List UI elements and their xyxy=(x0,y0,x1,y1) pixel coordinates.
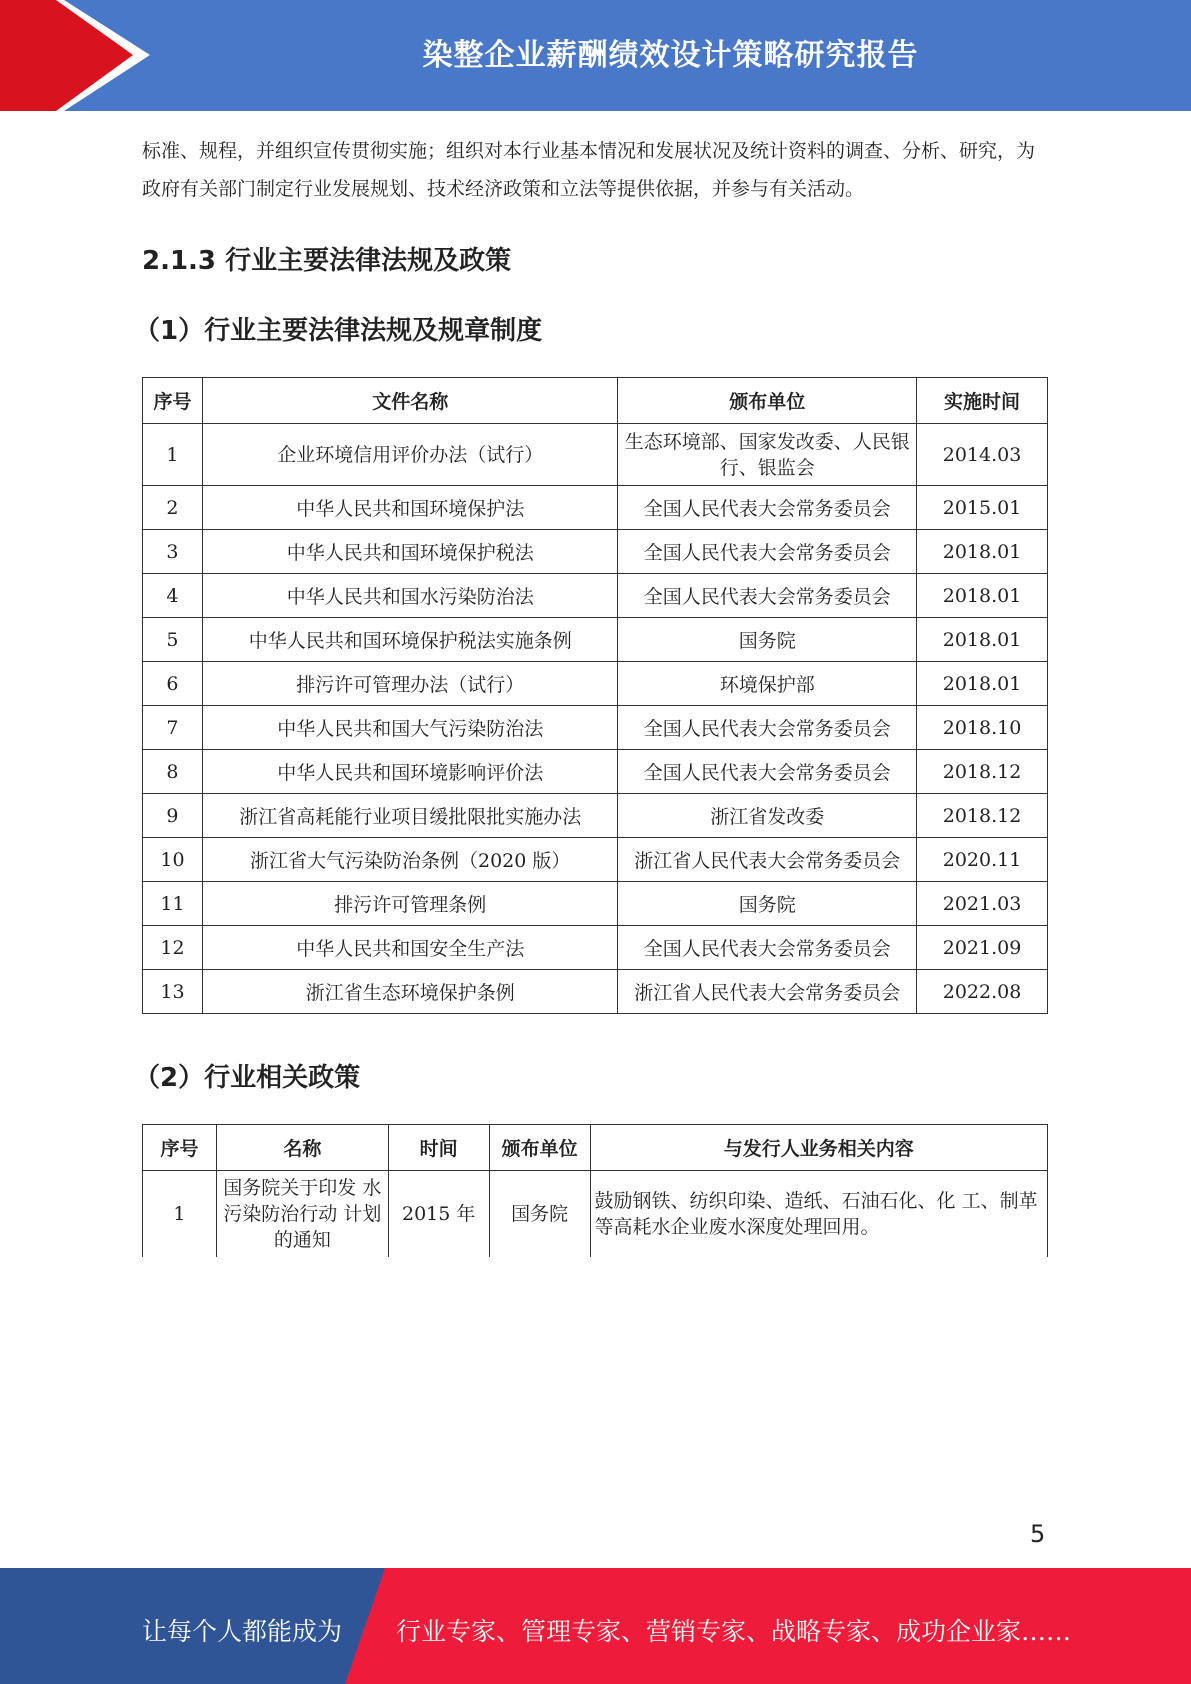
table-row xyxy=(143,486,1048,530)
cell-doc-name: 中华人民共和国环境影响评价法 xyxy=(202,750,617,794)
cell-issuer: 浙江省人民代表大会常务委员会 xyxy=(618,970,917,1014)
cell-issuer: 全国人民代表大会常务委员会 xyxy=(618,926,917,970)
table-row xyxy=(143,970,1048,1014)
laws-table xyxy=(142,377,1048,1014)
table-row xyxy=(143,662,1048,706)
table-row xyxy=(143,750,1048,794)
table-row xyxy=(143,530,1048,574)
cell-time: 2015 年 xyxy=(388,1171,489,1257)
cell-doc-name: 中华人民共和国环境保护税法实施条例 xyxy=(202,618,617,662)
cell-effective-date: 2018.01 xyxy=(917,618,1048,662)
header-title: 染整企业薪酬绩效设计策略研究报告 xyxy=(422,38,919,73)
cell-index: 10 xyxy=(143,838,203,882)
subsection-heading-laws: （1）行业主要法律法规及规章制度 xyxy=(134,316,543,346)
table-row xyxy=(143,1171,1048,1257)
cell-index: 3 xyxy=(143,530,203,574)
cell-effective-date: 2018.10 xyxy=(917,706,1048,750)
table-header-row xyxy=(143,1125,1048,1171)
cell-issuer: 全国人民代表大会常务委员会 xyxy=(618,574,917,618)
cell-index: 9 xyxy=(143,794,203,838)
page-content xyxy=(134,132,1048,1251)
table-row xyxy=(143,926,1048,970)
cell-doc-name: 中华人民共和国大气污染防治法 xyxy=(202,706,617,750)
cell-issuer: 全国人民代表大会常务委员会 xyxy=(618,486,917,530)
cell-index: 6 xyxy=(143,662,203,706)
cell-doc-name: 中华人民共和国环境保护法 xyxy=(202,486,617,530)
cell-effective-date: 2020.11 xyxy=(917,838,1048,882)
footer-slogan-left: 让每个人都能成为 xyxy=(142,1617,343,1646)
col-header-doc-name: 文件名称 xyxy=(202,378,617,424)
cell-issuer: 浙江省人民代表大会常务委员会 xyxy=(618,838,917,882)
table-row xyxy=(143,706,1048,750)
table-header-row xyxy=(143,378,1048,424)
cell-issuer: 全国人民代表大会常务委员会 xyxy=(618,530,917,574)
table-row xyxy=(143,882,1048,926)
cell-name: 国务院关于印发 水污染防治行动 计划的通知 xyxy=(216,1171,388,1257)
cell-effective-date: 2018.12 xyxy=(917,794,1048,838)
cell-effective-date: 2018.12 xyxy=(917,750,1048,794)
cell-issuer: 环境保护部 xyxy=(618,662,917,706)
cell-doc-name: 中华人民共和国水污染防治法 xyxy=(202,574,617,618)
cell-effective-date: 2021.09 xyxy=(917,926,1048,970)
cell-index: 12 xyxy=(143,926,203,970)
col-header-issuer: 颁布单位 xyxy=(618,378,917,424)
cell-issuer: 国务院 xyxy=(489,1171,590,1257)
cell-index: 7 xyxy=(143,706,203,750)
cell-issuer: 国务院 xyxy=(618,618,917,662)
table-row xyxy=(143,838,1048,882)
col-header-name: 名称 xyxy=(216,1125,388,1171)
page-header xyxy=(0,0,1191,111)
cell-index: 2 xyxy=(143,486,203,530)
cell-index: 1 xyxy=(143,424,203,486)
cell-issuer: 国务院 xyxy=(618,882,917,926)
cell-doc-name: 中华人民共和国安全生产法 xyxy=(202,926,617,970)
cell-issuer: 全国人民代表大会常务委员会 xyxy=(618,750,917,794)
cell-doc-name: 中华人民共和国环境保护税法 xyxy=(202,530,617,574)
col-header-related-content: 与发行人业务相关内容 xyxy=(590,1125,1047,1171)
col-header-effective-date: 实施时间 xyxy=(917,378,1048,424)
col-header-index: 序号 xyxy=(143,378,203,424)
cell-effective-date: 2018.01 xyxy=(917,662,1048,706)
cell-effective-date: 2015.01 xyxy=(917,486,1048,530)
table-row xyxy=(143,424,1048,486)
cell-index: 5 xyxy=(143,618,203,662)
page-number: 5 xyxy=(1030,1520,1046,1548)
policies-table xyxy=(142,1124,1048,1257)
cell-related-content: 鼓励钢铁、纺织印染、造纸、石油石化、化 工、制革等高耗水企业废水深度处理回用。 xyxy=(590,1171,1047,1257)
cell-effective-date: 2018.01 xyxy=(917,530,1048,574)
cell-issuer: 全国人民代表大会常务委员会 xyxy=(618,706,917,750)
col-header-time: 时间 xyxy=(388,1125,489,1171)
page-footer xyxy=(0,1568,1191,1684)
footer-slogan-right: 行业专家、管理专家、营销专家、战略专家、成功企业家…… xyxy=(396,1617,1072,1646)
cell-effective-date: 2018.01 xyxy=(917,574,1048,618)
cell-issuer: 生态环境部、国家发改委、人民银行、银监会 xyxy=(618,424,917,486)
cell-doc-name: 浙江省生态环境保护条例 xyxy=(202,970,617,1014)
cell-doc-name: 浙江省高耗能行业项目缓批限批实施办法 xyxy=(202,794,617,838)
cell-index: 4 xyxy=(143,574,203,618)
col-header-issuer: 颁布单位 xyxy=(489,1125,590,1171)
cell-index: 11 xyxy=(143,882,203,926)
cell-effective-date: 2014.03 xyxy=(917,424,1048,486)
body-paragraph: 标准、规程，并组织宣传贯彻实施；组织对本行业基本情况和发展状况及统计资料的调查、分析、研究，为政府有关部门制定行业发展规划、技术经济政策和立法等提供依据，并参与有关活动。 xyxy=(142,140,1036,200)
cell-effective-date: 2021.03 xyxy=(917,882,1048,926)
cell-effective-date: 2022.08 xyxy=(917,970,1048,1014)
section-heading-2-1-3: 2.1.3 行业主要法律法规及政策 xyxy=(142,246,512,276)
cell-issuer: 浙江省发改委 xyxy=(618,794,917,838)
cell-doc-name: 浙江省大气污染防治条例（2020 版） xyxy=(202,838,617,882)
cell-doc-name: 排污许可管理办法（试行） xyxy=(202,662,617,706)
cell-doc-name: 企业环境信用评价办法（试行） xyxy=(202,424,617,486)
subsection-heading-policies: （2）行业相关政策 xyxy=(134,1063,361,1093)
col-header-index: 序号 xyxy=(143,1125,217,1171)
cell-doc-name: 排污许可管理条例 xyxy=(202,882,617,926)
table-row xyxy=(143,574,1048,618)
table-row xyxy=(143,794,1048,838)
table-row xyxy=(143,618,1048,662)
cell-index: 8 xyxy=(143,750,203,794)
cell-index: 1 xyxy=(143,1171,217,1257)
cell-index: 13 xyxy=(143,970,203,1014)
